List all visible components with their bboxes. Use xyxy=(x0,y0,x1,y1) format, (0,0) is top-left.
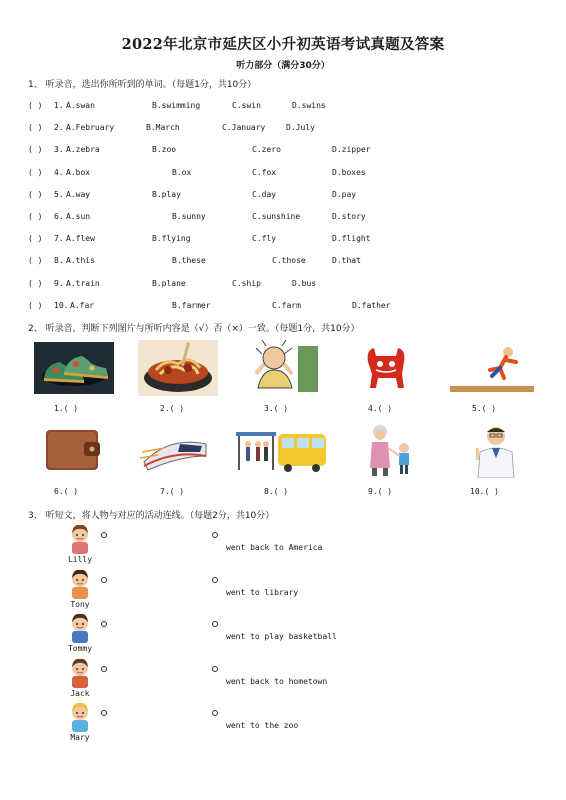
question-number: 10. xyxy=(54,300,69,310)
option-a: A.box xyxy=(66,167,91,177)
option-a: A.this xyxy=(66,256,95,266)
option-c: C.fly xyxy=(252,234,277,244)
option-b: B.ox xyxy=(172,167,192,177)
question-number: 3. xyxy=(54,145,64,155)
bus-stop-icon xyxy=(234,424,328,476)
option-a: A.sun xyxy=(66,212,91,221)
activity-match-dot[interactable] xyxy=(212,532,218,538)
option-a: A.flew xyxy=(66,234,95,244)
question-row xyxy=(28,101,548,115)
option-c: C.ship xyxy=(232,278,261,288)
option-c: C.January xyxy=(222,123,266,133)
child-avatar-icon xyxy=(68,656,92,688)
activity-label: went to library xyxy=(226,587,299,597)
option-b: B.plane xyxy=(152,278,186,288)
question-row xyxy=(28,123,548,137)
option-d: D.pay xyxy=(332,189,357,199)
sick-man-icon xyxy=(244,340,322,396)
answer-blank[interactable]: ( ) xyxy=(28,145,43,155)
noodles-icon xyxy=(138,340,218,396)
answer-blank[interactable]: ( ) xyxy=(28,278,43,288)
answer-blank[interactable]: ( ) xyxy=(28,212,43,221)
person-name: Tony xyxy=(70,599,90,609)
picture-answer-7[interactable]: 7.( ) xyxy=(160,487,185,496)
option-b: B.flying xyxy=(152,234,191,244)
section1-heading: 1、 听录音，选出你所听到的单词。（每题1分，共10分） xyxy=(28,80,257,90)
answer-blank[interactable]: ( ) xyxy=(28,300,43,310)
wallet-icon xyxy=(40,424,106,476)
option-c: C.zero xyxy=(252,145,281,155)
option-c: C.day xyxy=(252,189,277,199)
question-number: 6. xyxy=(54,212,64,221)
question-number: 5. xyxy=(54,189,64,199)
question-row xyxy=(28,168,548,182)
option-d: D.story xyxy=(332,212,366,221)
option-c: C.those xyxy=(272,256,306,266)
person-name: Tommy xyxy=(67,644,93,653)
activity-label: went back to hometown xyxy=(226,676,328,686)
option-c: C.fox xyxy=(252,167,277,177)
person-name: Jack xyxy=(70,688,90,698)
option-b: B.March xyxy=(146,123,180,133)
activity-match-dot[interactable] xyxy=(212,710,218,716)
option-d: D.July xyxy=(286,123,315,133)
question-number: 7. xyxy=(54,234,64,244)
answer-blank[interactable]: ( ) xyxy=(28,189,43,199)
question-number: 1. xyxy=(54,101,64,110)
child-avatar-icon xyxy=(68,700,92,732)
option-c: C.swin xyxy=(232,101,261,110)
question-row xyxy=(28,145,548,159)
question-row xyxy=(28,256,548,270)
option-b: B.zoo xyxy=(152,145,177,155)
activity-match-dot[interactable] xyxy=(212,621,218,627)
activity-label: went to the zoo xyxy=(226,721,299,730)
picture-answer-4[interactable]: 4.( ) xyxy=(368,404,393,413)
activity-label: went back to America xyxy=(226,543,323,552)
option-a: A.far xyxy=(70,300,95,310)
page-subtitle: 听力部分（满分30分） xyxy=(236,61,330,71)
question-row xyxy=(28,301,548,315)
picture-answer-6[interactable]: 6.( ) xyxy=(54,487,79,496)
person-name: Lilly xyxy=(67,555,93,564)
activity-label: went to play basketball xyxy=(226,632,337,641)
option-b: B.these xyxy=(172,256,206,266)
picture-answer-3[interactable]: 3.( ) xyxy=(264,404,289,413)
section3-heading: 3、 听短文，将人物与对应的活动连线。（每题2分，共10分） xyxy=(28,511,275,521)
question-number: 4. xyxy=(54,167,64,177)
child-avatar-icon xyxy=(68,522,92,554)
option-a: A.train xyxy=(66,278,100,288)
picture-answer-10[interactable]: 10.( ) xyxy=(470,487,499,496)
long-jump-icon xyxy=(446,340,536,396)
grandma-boy-icon xyxy=(362,422,416,478)
option-d: D.father xyxy=(352,300,391,310)
option-a: A.swan xyxy=(66,101,95,110)
question-row xyxy=(28,212,548,226)
activity-match-dot[interactable] xyxy=(212,666,218,672)
option-a: A.way xyxy=(66,189,91,199)
option-d: D.swins xyxy=(292,101,326,110)
option-b: B.play xyxy=(152,189,181,199)
child-avatar-icon xyxy=(68,611,92,643)
question-number: 2. xyxy=(54,123,64,133)
question-number: 8. xyxy=(54,256,64,266)
person-name: Mary xyxy=(70,733,90,742)
person-match-dot[interactable] xyxy=(101,577,107,583)
bullet-train-icon xyxy=(140,422,212,478)
option-b: B.sunny xyxy=(172,212,206,221)
answer-blank[interactable]: ( ) xyxy=(28,256,43,266)
person-match-dot[interactable] xyxy=(101,666,107,672)
doctor-icon xyxy=(470,422,522,478)
answer-blank[interactable]: ( ) xyxy=(28,234,43,244)
option-b: B.farmer xyxy=(172,300,211,310)
ox-papercut-icon xyxy=(358,342,414,394)
answer-blank[interactable]: ( ) xyxy=(28,101,43,110)
option-c: C.sunshine xyxy=(252,212,301,221)
activity-match-dot[interactable] xyxy=(212,577,218,583)
picture-answer-9[interactable]: 9.( ) xyxy=(368,487,393,496)
question-row xyxy=(28,190,548,204)
option-a: A.February xyxy=(66,123,115,133)
option-d: D.that xyxy=(332,256,361,266)
picture-answer-1[interactable]: 1.( ) xyxy=(54,404,79,413)
question-number: 9. xyxy=(54,278,64,288)
option-c: C.farm xyxy=(272,300,301,310)
person-match-dot[interactable] xyxy=(101,710,107,716)
option-d: D.bus xyxy=(292,278,317,288)
question-row xyxy=(28,234,548,248)
question-row xyxy=(28,279,548,293)
picture-answer-2[interactable]: 2.( ) xyxy=(160,404,185,413)
section2-heading: 2、 听录音，判断下列图片与所听内容是（√）否（×）一致。（每题1分，共10分） xyxy=(28,324,360,334)
option-b: B.swimming xyxy=(152,101,201,110)
shoes-icon xyxy=(34,342,114,394)
answer-blank[interactable]: ( ) xyxy=(28,123,43,133)
person-match-dot[interactable] xyxy=(101,532,107,538)
option-a: A.zebra xyxy=(66,145,100,155)
person-match-dot[interactable] xyxy=(101,621,107,627)
picture-answer-5[interactable]: 5.( ) xyxy=(472,404,497,413)
option-d: D.flight xyxy=(332,234,371,244)
option-d: D.zipper xyxy=(332,145,371,155)
child-avatar-icon xyxy=(68,567,92,599)
page-title: 2022年北京市延庆区小升初英语考试真题及答案 xyxy=(121,36,445,53)
picture-answer-8[interactable]: 8.( ) xyxy=(264,487,289,496)
answer-blank[interactable]: ( ) xyxy=(28,167,43,177)
option-d: D.boxes xyxy=(332,167,366,177)
